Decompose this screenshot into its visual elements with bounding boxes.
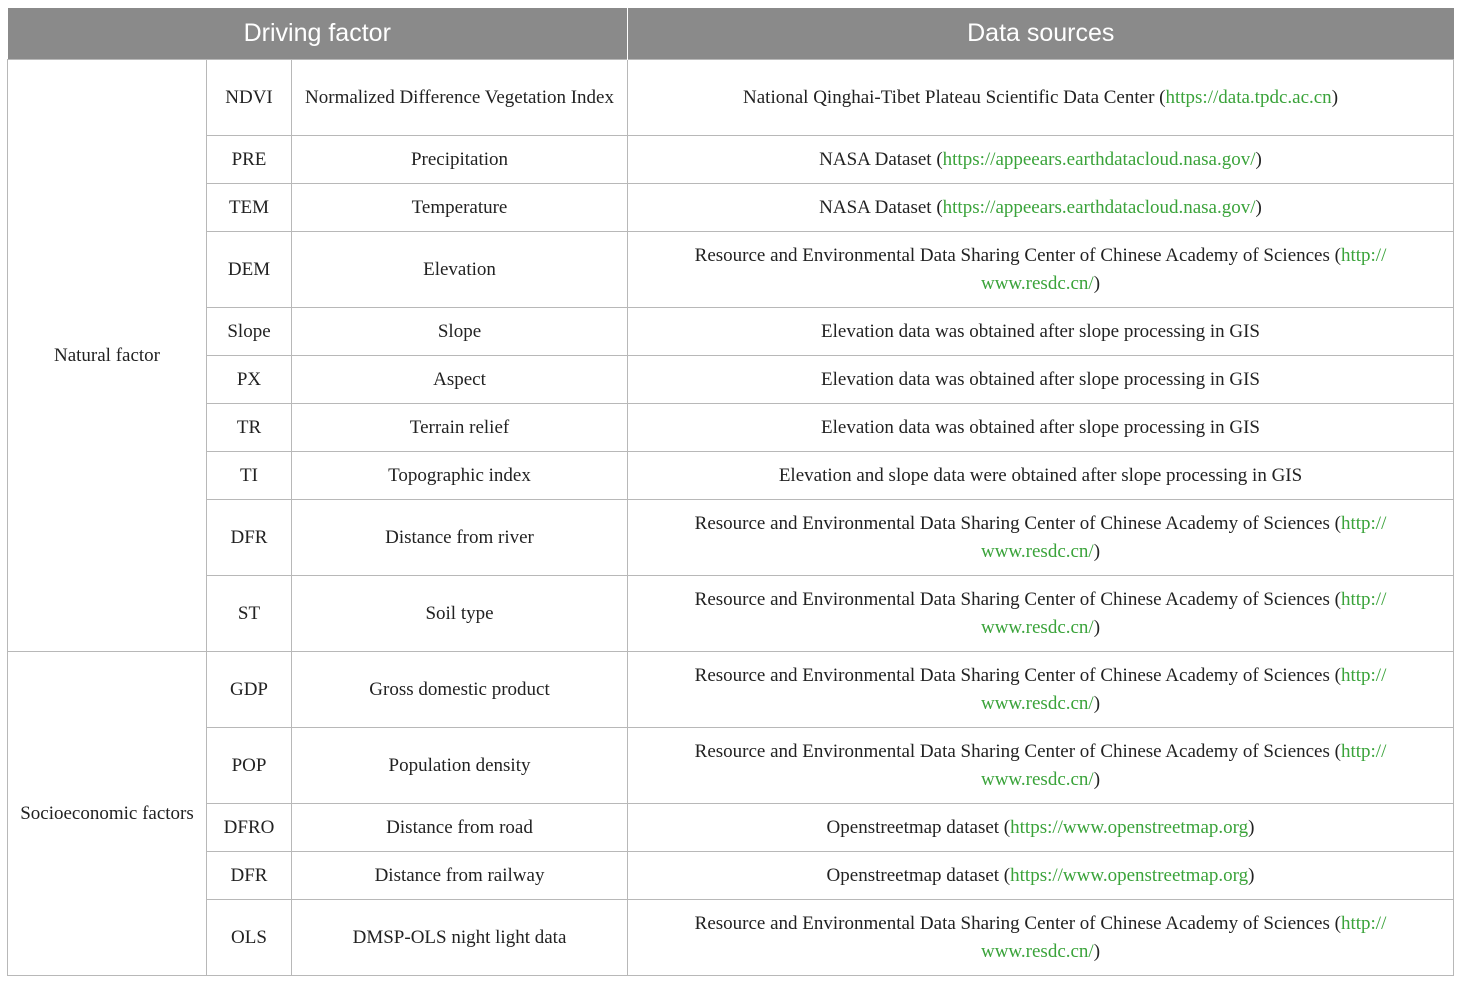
table-row: [8, 308, 1454, 356]
source-text: Openstreetmap dataset (: [826, 816, 1011, 838]
table-row: [8, 452, 1454, 500]
factor-name: Soil type: [292, 576, 628, 652]
source-tail: ): [1093, 272, 1101, 294]
factor-name: Distance from railway: [292, 852, 628, 900]
source-link[interactable]: http://: [1340, 740, 1387, 762]
factor-code: POP: [207, 728, 292, 804]
data-source: [628, 652, 1454, 728]
source-tail: ): [1255, 148, 1262, 170]
source-text: Resource and Environmental Data Sharing Center of Chinese Academy of Sciences (: [694, 244, 1341, 266]
source-link-continued[interactable]: www.resdc.cn/: [980, 692, 1094, 714]
table-header-row: [8, 8, 1454, 60]
factor-name: Terrain relief: [292, 404, 628, 452]
source-tail: ): [1248, 864, 1255, 886]
factor-code: NDVI: [207, 60, 292, 136]
table-row: [8, 900, 1454, 976]
table-row: [8, 576, 1454, 652]
data-source: [628, 136, 1454, 184]
header-data-sources: Data sources: [628, 8, 1454, 60]
table-row: [8, 136, 1454, 184]
table-row: [8, 60, 1454, 136]
data-source: [628, 900, 1454, 976]
data-source: [628, 852, 1454, 900]
factor-name: Gross domestic product: [292, 652, 628, 728]
source-link-continued[interactable]: www.resdc.cn/: [980, 272, 1094, 294]
source-tail: ): [1093, 616, 1101, 638]
source-text: National Qinghai-Tibet Plateau Scientific Data Center (: [743, 86, 1166, 108]
table-row: [8, 500, 1454, 576]
source-link[interactable]: http://: [1340, 664, 1387, 686]
source-text: Resource and Environmental Data Sharing Center of Chinese Academy of Sciences (: [694, 740, 1341, 762]
factor-code: DEM: [207, 232, 292, 308]
source-text: Resource and Environmental Data Sharing Center of Chinese Academy of Sciences (: [694, 588, 1341, 610]
data-source: [628, 576, 1454, 652]
source-tail: ): [1255, 196, 1262, 218]
factor-name: Normalized Difference Vegetation Index: [292, 60, 628, 136]
factor-name: Precipitation: [292, 136, 628, 184]
table-row: [8, 232, 1454, 308]
factor-name: Aspect: [292, 356, 628, 404]
factor-code: TEM: [207, 184, 292, 232]
source-text: Openstreetmap dataset (: [826, 864, 1011, 886]
source-link[interactable]: https://appeears.earthdatacloud.nasa.gov/: [942, 148, 1256, 170]
data-source: [628, 804, 1454, 852]
factor-code: PRE: [207, 136, 292, 184]
factor-name: DMSP-OLS night light data: [292, 900, 628, 976]
table-row: [8, 652, 1454, 728]
source-link[interactable]: https://data.tpdc.ac.cn: [1165, 86, 1332, 108]
header-driving-factor: Driving factor: [8, 8, 628, 60]
source-tail: ): [1248, 816, 1255, 838]
source-text: NASA Dataset (: [819, 196, 943, 218]
factor-code: PX: [207, 356, 292, 404]
data-source: [628, 60, 1454, 136]
table-row: [8, 804, 1454, 852]
factor-name: Slope: [292, 308, 628, 356]
source-link[interactable]: https://appeears.earthdatacloud.nasa.gov/: [942, 196, 1256, 218]
data-source: Elevation data was obtained after slope processing in GIS: [628, 404, 1454, 452]
source-link[interactable]: http://: [1340, 512, 1387, 534]
factor-name: Elevation: [292, 232, 628, 308]
factor-code: TI: [207, 452, 292, 500]
factor-code: GDP: [207, 652, 292, 728]
factor-code: ST: [207, 576, 292, 652]
source-link-continued[interactable]: www.resdc.cn/: [980, 940, 1094, 962]
table-row: [8, 184, 1454, 232]
factor-code: OLS: [207, 900, 292, 976]
source-text: Resource and Environmental Data Sharing Center of Chinese Academy of Sciences (: [694, 512, 1341, 534]
factor-name: Temperature: [292, 184, 628, 232]
data-source: [628, 500, 1454, 576]
data-source: [628, 232, 1454, 308]
source-text: NASA Dataset (: [819, 148, 943, 170]
group-socioeconomic-factors: Socioeconomic factors: [8, 652, 207, 976]
source-tail: ): [1093, 940, 1101, 962]
source-link[interactable]: http://: [1340, 588, 1387, 610]
factor-code: DFR: [207, 852, 292, 900]
factor-name: Distance from river: [292, 500, 628, 576]
source-link[interactable]: https://www.openstreetmap.org: [1010, 816, 1249, 838]
source-link[interactable]: http://: [1340, 912, 1387, 934]
data-source: [628, 728, 1454, 804]
source-tail: ): [1331, 86, 1339, 108]
source-link[interactable]: https://www.openstreetmap.org: [1010, 864, 1249, 886]
driving-factors-table: [7, 8, 1454, 976]
factor-name: Population density: [292, 728, 628, 804]
data-source: Elevation data was obtained after slope processing in GIS: [628, 356, 1454, 404]
data-source: Elevation data was obtained after slope processing in GIS: [628, 308, 1454, 356]
factor-code: DFRO: [207, 804, 292, 852]
source-link-continued[interactable]: www.resdc.cn/: [980, 540, 1094, 562]
data-source: [628, 184, 1454, 232]
table-row: [8, 404, 1454, 452]
source-tail: ): [1093, 768, 1101, 790]
source-text: Resource and Environmental Data Sharing Center of Chinese Academy of Sciences (: [694, 912, 1341, 934]
source-link-continued[interactable]: www.resdc.cn/: [980, 616, 1094, 638]
source-tail: ): [1093, 540, 1101, 562]
table-row: [8, 852, 1454, 900]
factor-name: Topographic index: [292, 452, 628, 500]
group-natural-factor: Natural factor: [8, 60, 207, 652]
source-link-continued[interactable]: www.resdc.cn/: [980, 768, 1094, 790]
factor-name: Distance from road: [292, 804, 628, 852]
data-source: Elevation and slope data were obtained after slope processing in GIS: [628, 452, 1454, 500]
source-text: Resource and Environmental Data Sharing Center of Chinese Academy of Sciences (: [694, 664, 1341, 686]
source-tail: ): [1093, 692, 1101, 714]
source-link[interactable]: http://: [1340, 244, 1387, 266]
table-row: [8, 728, 1454, 804]
factor-code: Slope: [207, 308, 292, 356]
factor-code: DFR: [207, 500, 292, 576]
factor-code: TR: [207, 404, 292, 452]
table-row: [8, 356, 1454, 404]
